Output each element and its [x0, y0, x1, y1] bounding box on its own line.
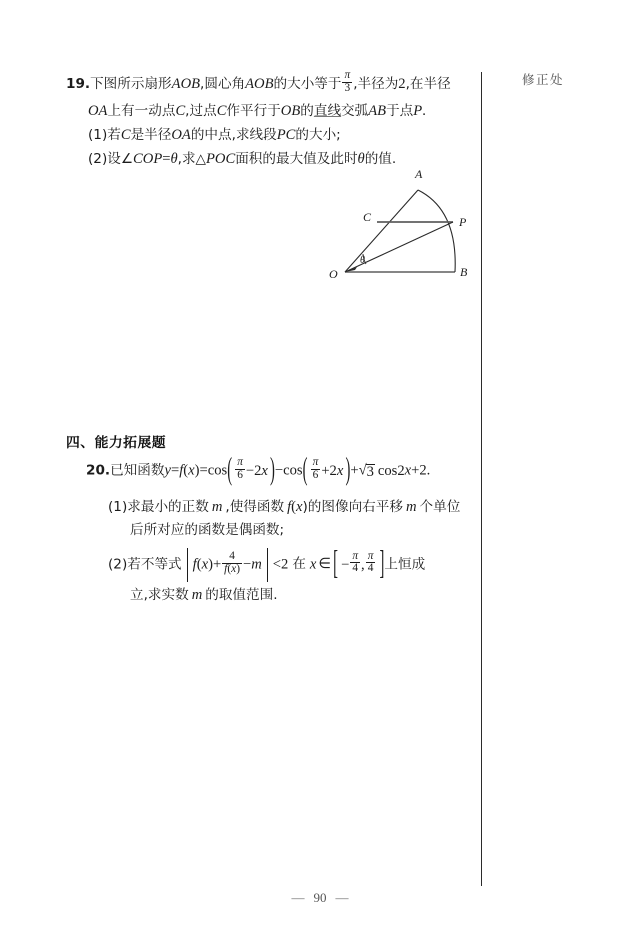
q20-l4-rp1: ) [208, 556, 213, 573]
sector-diagram-figure [325, 160, 490, 290]
q20-y: y [164, 462, 171, 479]
q19-l2-m: P [413, 103, 423, 119]
section-heading: 四、能力拓展题 [66, 435, 167, 451]
q20-l2-x: x [296, 499, 303, 515]
figure-label-A: A [415, 167, 423, 181]
q19-l2-k: AB [368, 103, 387, 119]
q20-frac-pi-6-second [311, 457, 321, 481]
q20-l5-b: m [191, 587, 203, 603]
q20-lp: ( [183, 462, 189, 479]
q19-l1-f: ,半径为 [353, 75, 399, 92]
q20-f: f [179, 462, 184, 479]
question-20-line-5 [130, 588, 278, 603]
q19-frac-denominator: 3 [342, 82, 352, 95]
q20-frac4-den-f: f [224, 562, 228, 575]
q19-l1-c: ,圆心角 [200, 75, 246, 92]
q20-frac2-num: ( π [312, 455, 319, 468]
q20-l2-lp: ( [291, 499, 297, 515]
q19-l2-c: C [175, 103, 186, 119]
q20-frac-4-over-fx [222, 551, 242, 575]
q20-x3: x [404, 462, 412, 479]
q19-l3-d: OA [171, 127, 191, 143]
q20-l4-minus-m: − [243, 556, 252, 573]
q20-upper-num: π [367, 549, 374, 562]
q19-l2-d: ,过点 [185, 103, 217, 119]
q19-l4-b: COP [133, 151, 163, 167]
q20-cos3: cos2 [377, 462, 405, 479]
q19-l2-i-underlined: 直线 [313, 103, 342, 119]
q19-l2-j: 交弧 [341, 103, 369, 119]
figure-label-theta: θ [360, 255, 365, 266]
q20-l4-lower-sign: − [341, 556, 350, 573]
q20-l2-g: )的图像向右平移 [302, 499, 403, 515]
q20-l4-zai: 在 [292, 556, 306, 573]
q19-l4-g: 面积的最大值及此时 [235, 151, 358, 167]
q20-l5-c: 的取值范围. [205, 587, 278, 603]
q19-l2-n: . [422, 103, 426, 119]
q20-l2-c: ,使得函数 [225, 499, 285, 515]
q20-l4-in: ∈ [318, 556, 332, 573]
q20-l4-m: m [251, 556, 262, 573]
q19-l2-f: 作平行于 [226, 103, 281, 119]
q20-frac-pi-4-upper [366, 551, 376, 575]
q20-p1-op: −2 [245, 462, 262, 479]
figure-label-O: O [329, 267, 338, 281]
q20-minus: − [274, 462, 284, 479]
q19-l3-f: PC [276, 127, 296, 143]
question-19-number: 19. [66, 75, 91, 92]
q19-l4-d: θ [170, 151, 178, 167]
q20-interval-bracket [333, 549, 384, 577]
q20-cos2: cos [283, 462, 303, 479]
q20-lower-den: 4 [350, 562, 360, 575]
margin-note-label: 修正处 [522, 72, 565, 87]
q20-lower-num: π [352, 549, 359, 562]
q20-l2-i: 个单位 [419, 499, 461, 515]
page-number: 90 [313, 890, 327, 905]
q20-l2-m1: m [211, 499, 223, 515]
figure-label-P: P [459, 215, 467, 229]
q20-l4-comma: , [361, 556, 365, 573]
q20-eq2: = [199, 462, 208, 479]
q20-radicand: 3 [366, 463, 374, 480]
q20-l5-a: 立,求实数 [130, 587, 189, 603]
sector-diagram-svg [325, 160, 490, 290]
q20-l4-tail: 上恒成 [384, 556, 426, 573]
question-20-line-1 [86, 455, 431, 483]
question-20-line-4 [108, 548, 425, 582]
arc-AB [418, 190, 455, 272]
q20-paren-group-1 [227, 455, 275, 483]
q20-l4-lp1: ( [196, 556, 202, 573]
q20-frac4-den [222, 563, 242, 576]
q20-frac-pi-4-lower [350, 551, 360, 575]
question-19-line-1 [66, 68, 451, 96]
q19-l4-e: ,求△ [177, 151, 207, 167]
sqrt-icon: √ [358, 462, 367, 479]
q19-l4-a: (2)设∠ [88, 151, 134, 167]
page-footer [0, 890, 640, 906]
q20-frac4-den-lp: ( [227, 562, 232, 575]
q19-l2-e: C [216, 103, 227, 119]
q19-l3-b: C [120, 127, 131, 143]
q20-l4-f1: f [192, 556, 197, 573]
segment-OA [345, 190, 418, 272]
q19-l1-a: 下图所示扇形 [90, 75, 172, 92]
q19-l4-c: = [162, 151, 171, 167]
q19-l2-b: 上有一动点 [107, 103, 176, 119]
q20-frac4-den-rp: ) [236, 562, 240, 575]
q20-l2-f: f [287, 499, 292, 515]
q19-l3-g: 的大小; [295, 127, 341, 143]
q20-l4-lt: <2 [272, 556, 289, 573]
q19-l1-b: AOB [171, 75, 201, 92]
q20-paren-group-2 [303, 455, 351, 483]
abs-bar-left-icon [187, 548, 188, 582]
q20-frac1-num: ( π [237, 455, 243, 468]
q19-fraction-pi-over-3 [342, 70, 352, 94]
q19-l4-f: POC [206, 151, 236, 167]
q20-rp: ) [194, 462, 200, 479]
q20-upper-den: 4 [366, 562, 376, 575]
question-19-line-3 [88, 128, 341, 143]
figure-label-C: C [363, 210, 372, 224]
q19-l2-a: OA [88, 103, 108, 119]
q19-l2-h: 的 [300, 103, 314, 119]
q19-l3-c: 是半径 [130, 127, 172, 143]
q20-l4-x1: x [201, 556, 209, 573]
q20-l2-m2: m [405, 499, 417, 515]
q19-l3-a: (1)若 [88, 127, 121, 143]
q20-l4-a: (2)若不等式 [108, 556, 182, 573]
q19-l4-i: 的值. [364, 151, 397, 167]
q19-l1-d: AOB [245, 75, 274, 92]
q20-plus: + [350, 462, 359, 479]
q19-l1-e: 的大小等于 [273, 75, 342, 92]
q20-frac4-num: 4 [229, 550, 235, 563]
q20-frac1-den: 6 [235, 469, 245, 482]
q19-l1-g: 2 [398, 75, 406, 92]
q20-eq1: = [170, 462, 180, 479]
q20-p2-op: +2 [321, 462, 337, 479]
question-20-line-3: 后所对应的函数是偶函数; [130, 522, 285, 538]
q20-l2-a: (1)求最小的正数 [108, 499, 209, 515]
q20-l4-plus: + [212, 556, 222, 573]
q19-l2-l: 于点 [386, 103, 414, 119]
q20-x1: x [188, 462, 195, 479]
q20-frac4-den-x: x [231, 562, 237, 575]
q20-p1-x: x [261, 462, 268, 479]
question-20-line-2 [108, 500, 460, 515]
q19-l2-g: OB [280, 103, 301, 119]
figure-label-B: B [460, 265, 468, 279]
q19-l4-h: θ [357, 151, 365, 167]
q20-l1-a: 已知函数 [110, 462, 165, 479]
q19-l1-h: ,在半径 [405, 75, 451, 92]
footer-dash-right: — [335, 890, 349, 905]
question-20-number: 20. [86, 462, 111, 479]
question-19-line-2 [88, 104, 426, 119]
q20-cos1: cos [207, 462, 228, 479]
q20-frac2-den: 6 [311, 469, 321, 482]
q19-l3-e: 的中点,求线段 [190, 127, 277, 143]
q20-l4-xvar: x [309, 556, 317, 573]
q20-p2-x: x [336, 462, 344, 479]
abs-bar-right-icon [267, 548, 268, 582]
footer-dash-left: — [291, 890, 305, 905]
q20-frac-pi-6-first [235, 457, 245, 481]
q19-frac-numerator: π [344, 68, 351, 81]
q20-tail: +2. [411, 462, 431, 479]
